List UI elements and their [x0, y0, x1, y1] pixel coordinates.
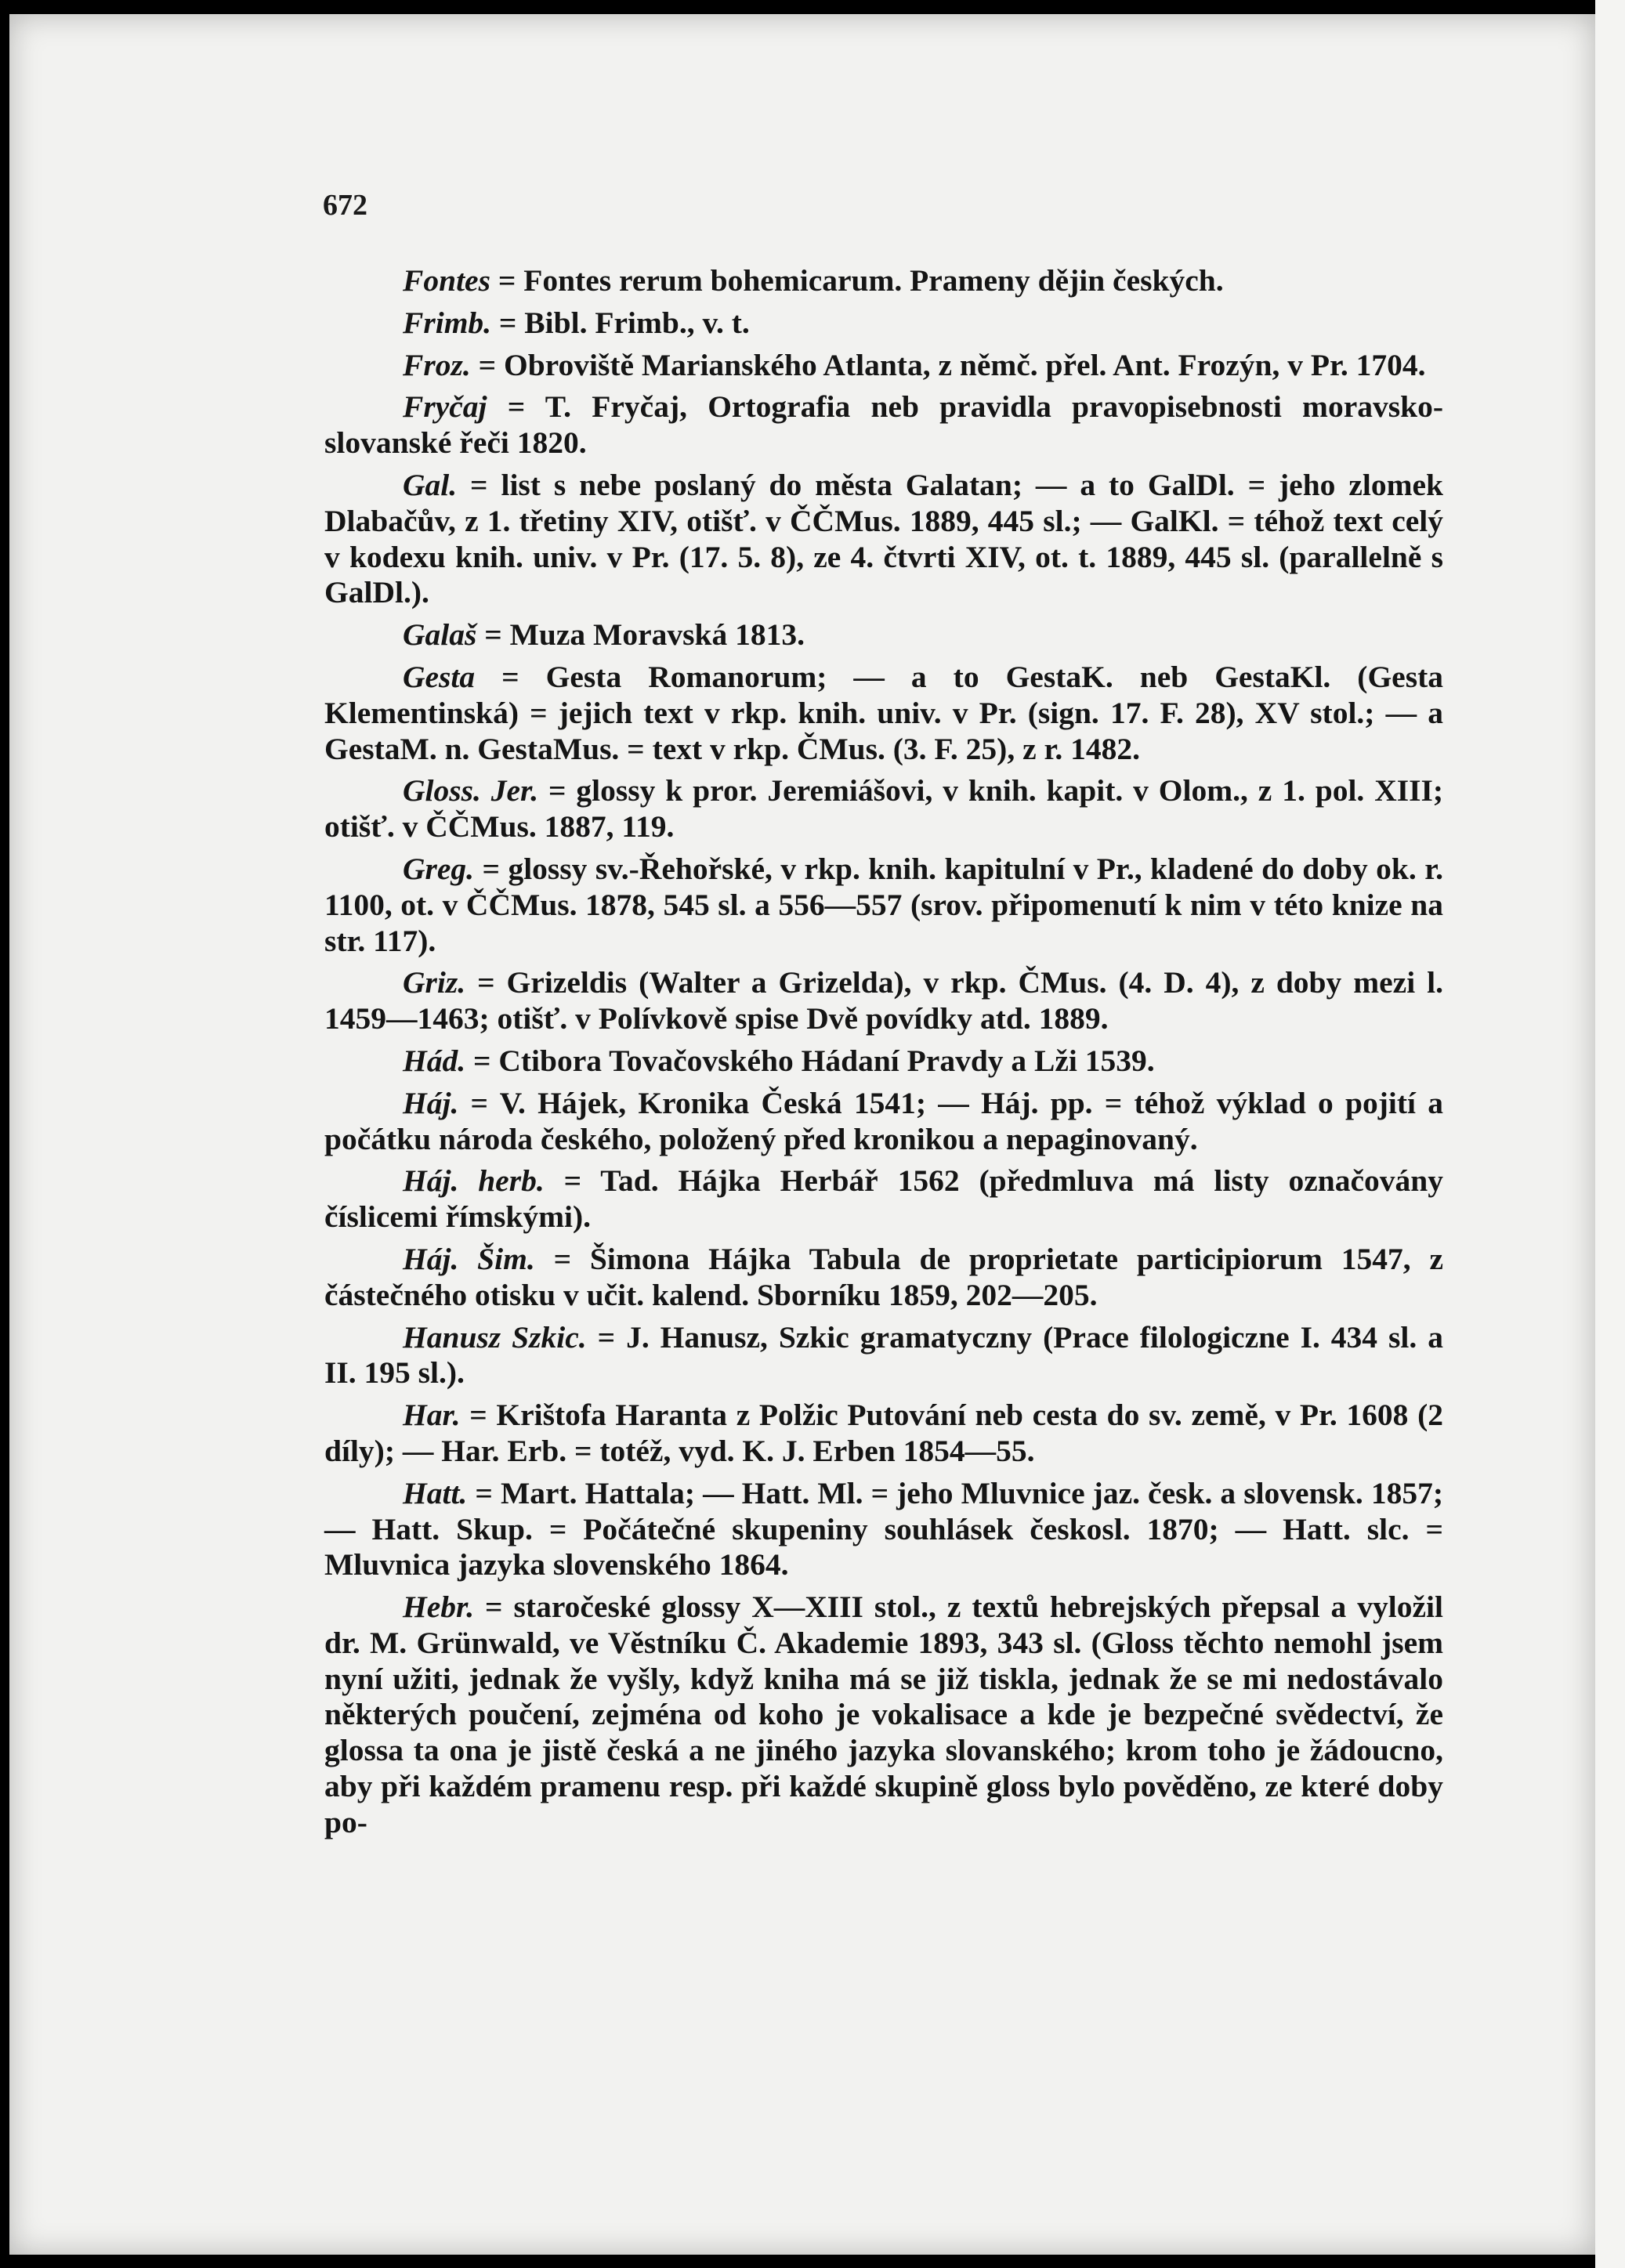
- entry-definition: = Obroviště Marianského Atlanta, z němč. přel. Ant. Frozýn, v Pr. 1704.: [470, 347, 1426, 382]
- abbreviation-entry: [324, 1320, 1443, 1392]
- entry-definition: = Šimona Hájka Tabula de proprietate participiorum 1547, z částečného otisku v učit. kalend. Sborníku 1859, 202—205.: [324, 1241, 1443, 1312]
- abbreviation-entry: [324, 1242, 1443, 1314]
- entry-definition: = T. Fryčaj, Ortografia neb pravidla pravopisebnosti moravsko-slovanské řeči 1820.: [324, 389, 1443, 461]
- entry-abbreviation: Froz.: [403, 347, 471, 382]
- entry-abbreviation: Fontes: [403, 263, 490, 298]
- abbreviation-entry: [324, 348, 1443, 384]
- abbreviation-entry: [324, 660, 1443, 767]
- entry-abbreviation: Greg.: [403, 851, 475, 886]
- entry-definition: = Gesta Romanorum; — a to GestaK. neb GestaKl. (Gesta Klementinská) = jejich text v rkp. knih. univ. v Pr. (sign. 17. F. 28), XV stol.; — a GestaM. n. GestaMus. = text v rkp. ČMus. (3. F. 25), z r. 1482.: [324, 659, 1443, 766]
- entry-definition: = Ctibora Tovačovského Hádaní Pravdy a Lži 1539.: [465, 1043, 1155, 1078]
- abbreviation-entry: [324, 1044, 1443, 1080]
- abbreviation-entry: [324, 617, 1443, 653]
- entry-definition: = Bibl. Frimb., v. t.: [491, 305, 750, 340]
- abbreviation-entry: [324, 1590, 1443, 1841]
- abbreviation-entry: [324, 1398, 1443, 1470]
- entry-definition: = Krištofa Haranta z Polžic Putování neb cesta do sv. země, v Pr. 1608 (2 díly); — Har. Erb. = totéž, vyd. K. J. Erben 1854—55.: [324, 1398, 1443, 1468]
- entry-definition: = Fontes rerum bohemicarum. Prameny dějin českých.: [490, 263, 1224, 298]
- abbreviation-entry: [324, 468, 1443, 611]
- entry-abbreviation: Hanusz Szkic.: [403, 1319, 587, 1355]
- entry-abbreviation: Fryčaj: [403, 389, 487, 425]
- entry-abbreviation: Háj. herb.: [403, 1163, 545, 1199]
- entry-definition: = V. Hájek, Kronika Česká 1541; — Háj. pp. = téhož výklad o pojití a počátku národa českého, položený před kronikou a nepaginovaný.: [324, 1085, 1443, 1156]
- entry-definition: = staročeské glossy X—XIII stol., z textů hebrejských přepsal a vyložil dr. M. Grünwald, ve Věstníku Č. Akademie 1893, 343 sl. (Gloss těchto nemohl jsem nyní užiti, jednak že vyšly, když kniha má se již tiskla, jednak že se mi nedostávalo některých poučení, zejména od koho je vokalisace a kde je bezpečné svědectví, že glossa ta ona je jistě česká a ne jiného jazyka slovanského; krom toho je žádoucno, aby při každém pramenu resp. při každé skupině gloss bylo pověděno, ze které doby po-: [324, 1590, 1443, 1839]
- abbreviation-entry: [324, 389, 1443, 461]
- entry-abbreviation: Frimb.: [403, 305, 492, 340]
- entry-abbreviation: Gesta: [403, 659, 476, 694]
- entry-abbreviation: Hád.: [403, 1043, 466, 1078]
- abbreviation-entry: [324, 965, 1443, 1037]
- entry-abbreviation: Hebr.: [403, 1590, 475, 1625]
- entry-abbreviation: Hatt.: [403, 1475, 468, 1510]
- entry-definition: = list s nebe poslaný do města Galatan; — a to GalDl. = jeho zlomek Dlabačův, z 1. třetiny XIV, otišť. v ČČMus. 1889, 445 sl.; — GalKl. = téhož text celý v kodexu knih. univ. v Pr. (17. 5. 8), ze 4. čtvrti XIV, ot. t. 1889, 445 sl. (parallelně s GalDl.).: [324, 467, 1443, 610]
- entry-abbreviation: Griz.: [403, 965, 466, 1000]
- abbreviation-entry: [324, 773, 1443, 845]
- entry-definition: = J. Hanusz, Szkic gramatyczny (Prace filologiczne I. 434 sl. a II. 195 sl.).: [324, 1319, 1443, 1391]
- entry-definition: = Muza Moravská 1813.: [476, 617, 805, 653]
- abbreviation-entry: [324, 1163, 1443, 1235]
- abbreviation-entry: [324, 263, 1443, 299]
- abbreviation-entry: [324, 852, 1443, 959]
- entry-abbreviation: Gloss. Jer.: [403, 773, 539, 808]
- entry-abbreviation: Háj.: [403, 1085, 459, 1120]
- entry-definition: = glossy sv.-Řehořské, v rkp. knih. kapitulní v Pr., kladené do doby ok. r. 1100, ot. v ČČMus. 1878, 545 sl. a 556—557 (srov. připomenutí k nim v této knize na str. 117).: [324, 851, 1443, 958]
- abbreviation-entry: [324, 1086, 1443, 1158]
- abbreviation-entry: [324, 1476, 1443, 1583]
- page-number: 672: [323, 189, 367, 222]
- entry-definition: = glossy k pror. Jeremiášovi, v knih. kapit. v Olom., z 1. pol. XIII; otišť. v ČČMus. 1887, 119.: [324, 773, 1444, 845]
- entry-abbreviation: Galaš: [403, 617, 477, 653]
- entry-abbreviation: Háj. Šim.: [403, 1241, 535, 1276]
- entry-definition: = Tad. Hájka Herbář 1562 (předmluva má listy označovány číslicemi římskými).: [324, 1163, 1443, 1235]
- entry-abbreviation: Har.: [403, 1398, 461, 1433]
- entry-abbreviation: Gal.: [403, 467, 458, 502]
- abbreviation-list: [324, 263, 1443, 1847]
- abbreviation-entry: [324, 306, 1443, 342]
- entry-definition: = Mart. Hattala; — Hatt. Ml. = jeho Mluvnice jaz. česk. a slovensk. 1857; — Hatt. Skup. = Počátečné skupeniny souhlásek českosl. 1870; — Hatt. slc. = Mluvnica jazyka slovenského 1864.: [324, 1475, 1443, 1583]
- entry-definition: = Grizeldis (Walter a Grizelda), v rkp. ČMus. (4. D. 4), z doby mezi l. 1459—1463; otišť. v Polívkově spise Dvě povídky atd. 1889.: [324, 965, 1443, 1036]
- next-page-edge: [1595, 0, 1625, 2268]
- book-page: [9, 14, 1595, 2255]
